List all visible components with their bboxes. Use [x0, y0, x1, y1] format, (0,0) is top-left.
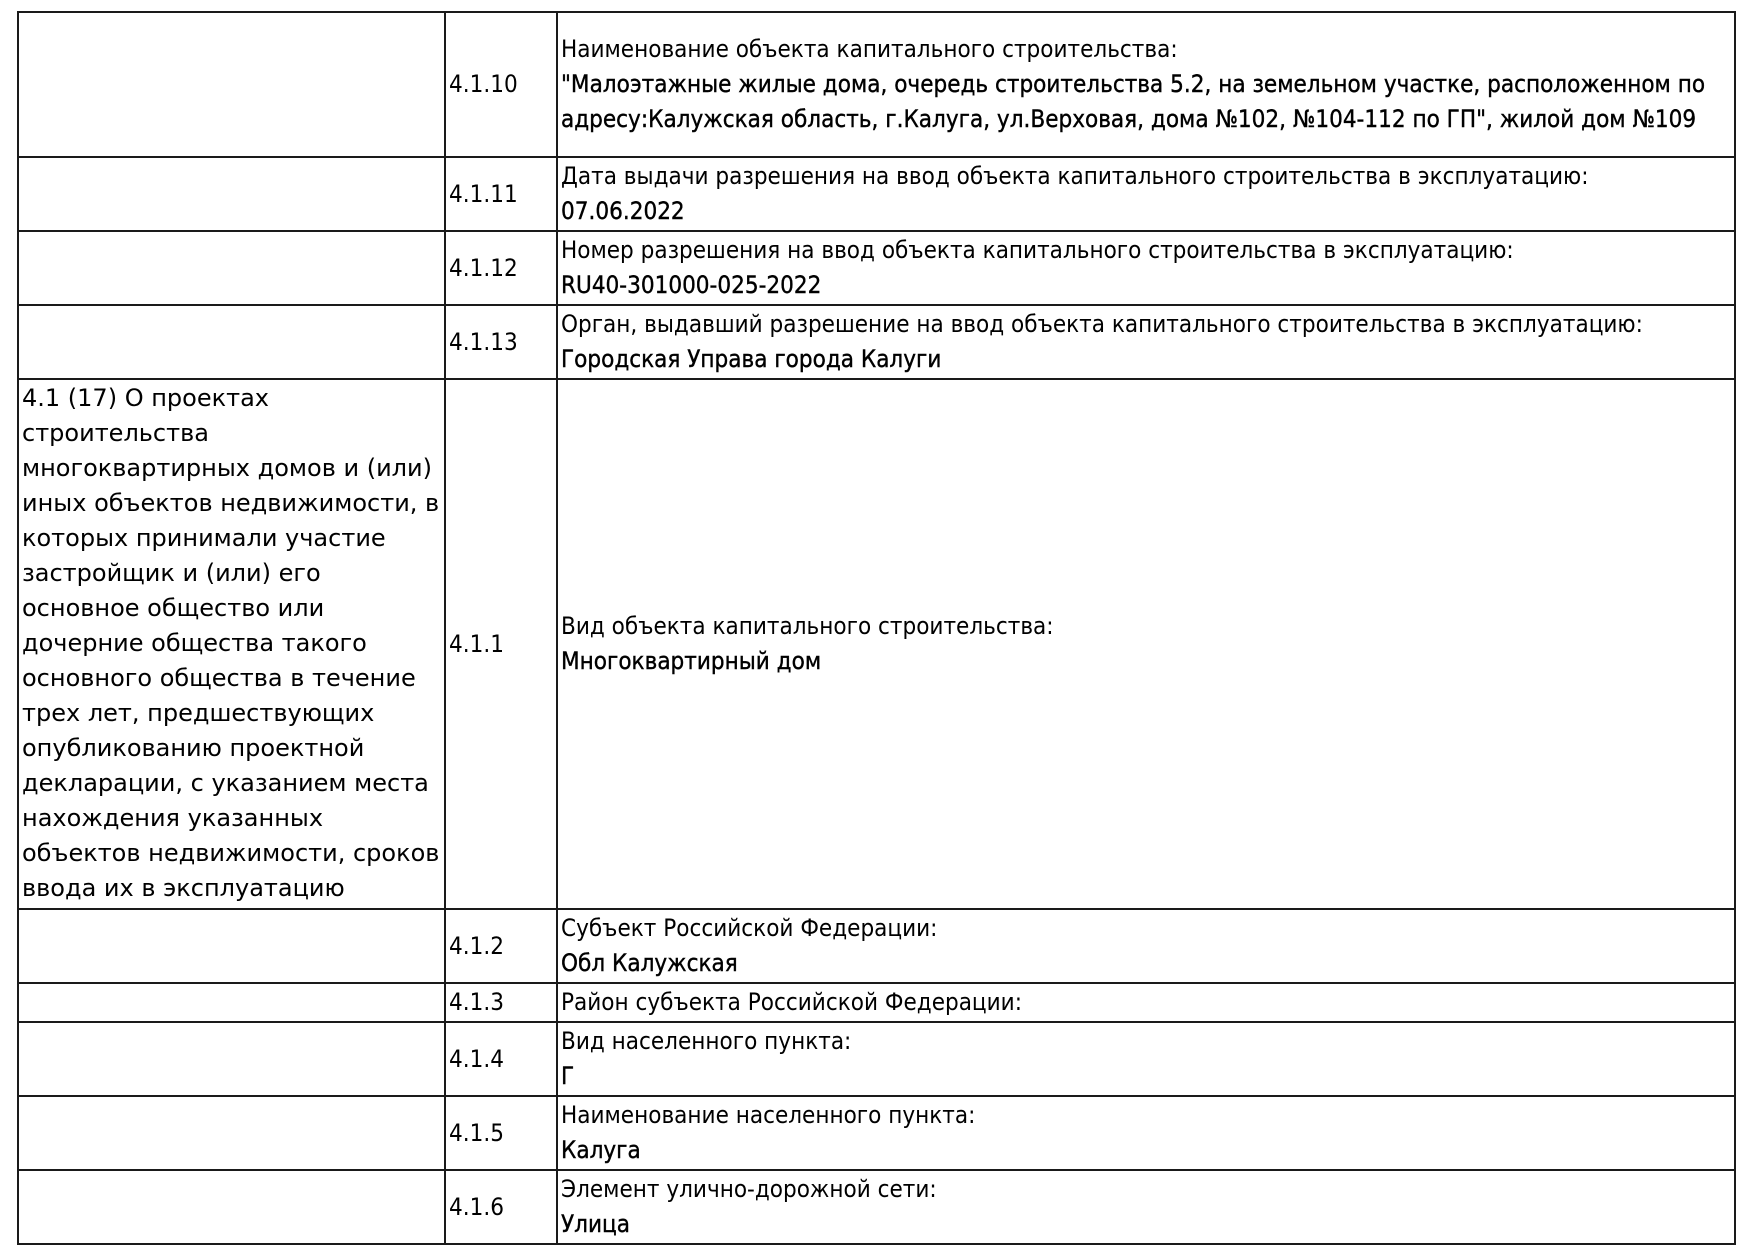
field-label: Орган, выдавший разрешение на ввод объекта капитального строительства в эксплуатацию: — [561, 310, 1643, 338]
item-code: 4.1.1 — [449, 629, 504, 658]
content-cell — [557, 1022, 1735, 1096]
table-row — [18, 909, 1735, 983]
table-row — [18, 305, 1735, 379]
item-code: 4.1.11 — [449, 179, 518, 208]
code-cell — [445, 12, 557, 157]
content-cell — [557, 909, 1735, 983]
table-row — [18, 379, 1735, 909]
item-code: 4.1.12 — [449, 253, 518, 282]
item-code: 4.1.4 — [449, 1044, 504, 1073]
code-cell — [445, 909, 557, 983]
section-cell — [18, 1096, 445, 1170]
field-label: Субъект Российской Федерации: — [561, 914, 938, 942]
section-heading-cell — [18, 379, 445, 909]
section-cell — [18, 231, 445, 305]
code-cell — [445, 231, 557, 305]
field-value: "Малоэтажные жилые дома, очередь строительства 5.2, на земельном участке, расположенном по адресу:Калужская область, г.Калуга, ул.Верховая, дома №102, №104-112 по ГП", жилой дом №109 — [561, 70, 1712, 133]
item-code: 4.1.3 — [449, 988, 504, 1016]
field-value: Обл Калужская — [561, 949, 738, 977]
table-row — [18, 12, 1735, 157]
item-code: 4.1.2 — [449, 931, 504, 960]
section-cell — [18, 983, 445, 1022]
code-cell — [445, 1170, 557, 1244]
field-value: RU40-301000-025-2022 — [561, 271, 822, 299]
content-cell — [557, 379, 1735, 909]
content-cell — [557, 157, 1735, 231]
section-cell — [18, 909, 445, 983]
content-cell — [557, 12, 1735, 157]
code-cell — [445, 1022, 557, 1096]
field-label: Номер разрешения на ввод объекта капитального строительства в эксплуатацию: — [561, 236, 1514, 264]
code-cell — [445, 379, 557, 909]
field-value: 07.06.2022 — [561, 197, 685, 225]
code-cell — [445, 1096, 557, 1170]
section-cell — [18, 157, 445, 231]
table-row — [18, 1096, 1735, 1170]
field-label: Район субъекта Российской Федерации: — [561, 988, 1022, 1016]
content-cell — [557, 1170, 1735, 1244]
content-cell — [557, 1096, 1735, 1170]
field-label: Элемент улично-дорожной сети: — [561, 1175, 937, 1203]
field-value: Улица — [561, 1210, 630, 1238]
code-cell — [445, 157, 557, 231]
code-cell — [445, 983, 557, 1022]
field-label: Вид объекта капитального строительства: — [561, 612, 1054, 640]
table-row — [18, 1022, 1735, 1096]
table-row — [18, 983, 1735, 1022]
item-code: 4.1.13 — [449, 327, 518, 356]
table-row — [18, 157, 1735, 231]
table-row — [18, 1170, 1735, 1244]
content-cell — [557, 305, 1735, 379]
table-row — [18, 231, 1735, 305]
section-cell — [18, 305, 445, 379]
field-value: Калуга — [561, 1136, 641, 1164]
field-label: Дата выдачи разрешения на ввод объекта капитального строительства в эксплуатацию: — [561, 162, 1589, 190]
section-heading: 4.1 (17) О проектах строительства многоквартирных домов и (или) иных объектов недвижимости, в которых принимали участие застройщик и (или) его основное общество или дочерние общества такого основного общества в течение трех лет, предшествующих опубликованию проектной декларации, с указанием места нахождения указанных объектов недвижимости, сроков ввода их в эксплуатацию — [22, 384, 440, 902]
content-cell — [557, 983, 1735, 1022]
declaration-table — [17, 11, 1736, 1245]
code-cell — [445, 305, 557, 379]
item-code: 4.1.10 — [449, 70, 518, 98]
section-cell — [18, 1170, 445, 1244]
field-label: Наименование населенного пункта: — [561, 1101, 976, 1129]
field-value: Г — [561, 1062, 575, 1090]
field-label: Наименование объекта капитального строительства: — [561, 35, 1178, 63]
item-code: 4.1.6 — [449, 1192, 504, 1221]
content-cell — [557, 231, 1735, 305]
section-cell — [18, 12, 445, 157]
section-cell — [18, 1022, 445, 1096]
field-label: Вид населенного пункта: — [561, 1027, 852, 1055]
item-code: 4.1.5 — [449, 1118, 504, 1147]
field-value: Многоквартирный дом — [561, 647, 822, 675]
field-value: Городская Управа города Калуги — [561, 345, 942, 373]
